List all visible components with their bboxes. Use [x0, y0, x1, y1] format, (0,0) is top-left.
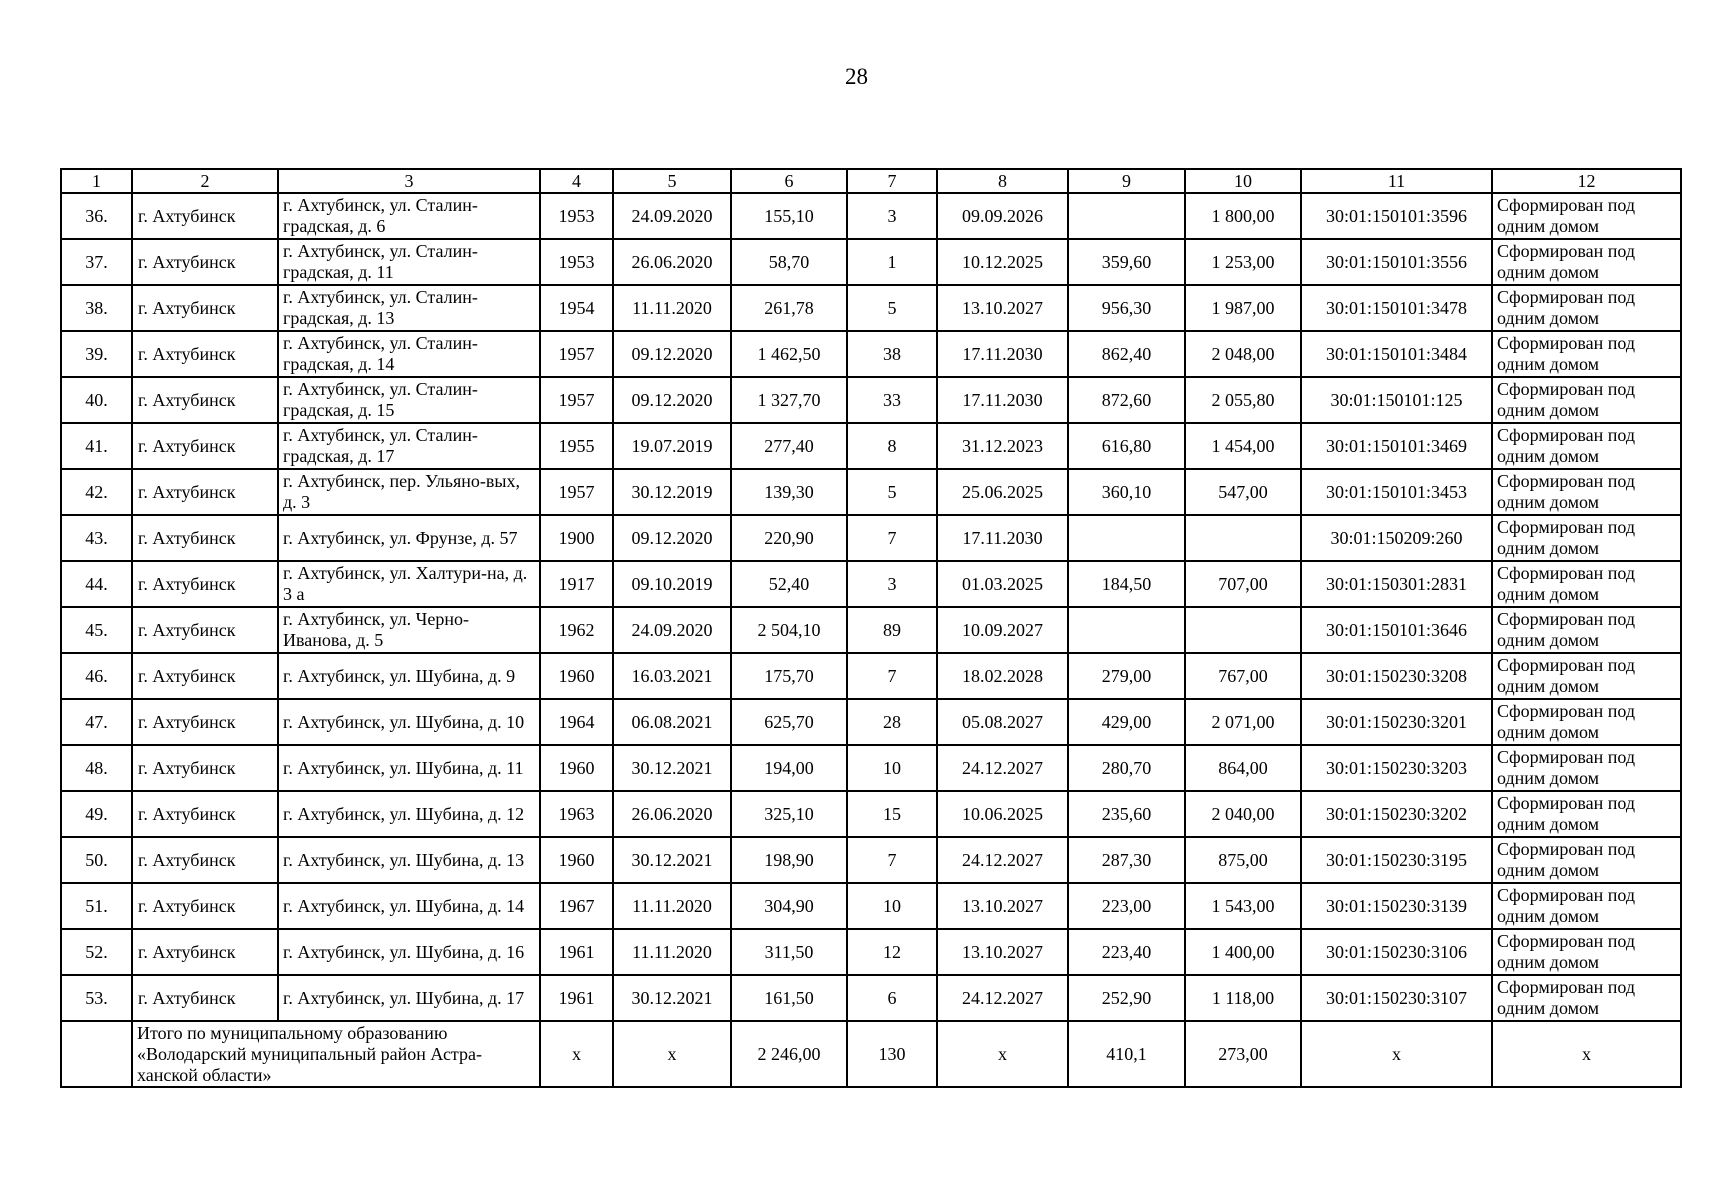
table-row — [61, 561, 1681, 607]
column-9-cell: 184,50 — [1068, 561, 1185, 607]
address-cell: г. Ахтубинск, ул. Шубина, д. 14 — [278, 883, 540, 929]
table-row — [61, 285, 1681, 331]
deadline-cell: 13.10.2027 — [937, 883, 1068, 929]
table-row — [61, 607, 1681, 653]
year-cell: 1957 — [540, 331, 613, 377]
status-cell: Сформирован под одним домом — [1492, 837, 1681, 883]
date-cell: 09.10.2019 — [613, 561, 731, 607]
year-cell: 1954 — [540, 285, 613, 331]
city-cell: г. Ахтубинск — [132, 469, 278, 515]
area-cell: 1 327,70 — [731, 377, 847, 423]
residents-cell: 7 — [847, 515, 937, 561]
address-cell: г. Ахтубинск, ул. Сталин-градская, д. 11 — [278, 239, 540, 285]
residents-cell: 10 — [847, 745, 937, 791]
city-cell: г. Ахтубинск — [132, 653, 278, 699]
cadastral-number-cell: 30:01:150101:3453 — [1301, 469, 1492, 515]
area-cell: 175,70 — [731, 653, 847, 699]
row-number-cell: 47. — [61, 699, 132, 745]
column-number: 3 — [278, 169, 540, 193]
status-cell: Сформирован под одним домом — [1492, 515, 1681, 561]
city-cell: г. Ахтубинск — [132, 285, 278, 331]
status-cell: Сформирован под одним домом — [1492, 239, 1681, 285]
address-cell: г. Ахтубинск, ул. Шубина, д. 16 — [278, 929, 540, 975]
cadastral-number-cell: 30:01:150101:3646 — [1301, 607, 1492, 653]
cadastral-number-cell: 30:01:150230:3195 — [1301, 837, 1492, 883]
area-cell: 58,70 — [731, 239, 847, 285]
table-row — [61, 193, 1681, 239]
date-cell: 24.09.2020 — [613, 607, 731, 653]
column-10-cell: 547,00 — [1185, 469, 1301, 515]
deadline-cell: 17.11.2030 — [937, 377, 1068, 423]
deadline-cell: 17.11.2030 — [937, 331, 1068, 377]
residents-cell: 5 — [847, 469, 937, 515]
table-row — [61, 653, 1681, 699]
status-cell: Сформирован под одним домом — [1492, 975, 1681, 1021]
row-number-cell: 37. — [61, 239, 132, 285]
table-row — [61, 515, 1681, 561]
cadastral-number-cell: 30:01:150230:3208 — [1301, 653, 1492, 699]
residents-cell: 89 — [847, 607, 937, 653]
cadastral-number-cell: 30:01:150230:3202 — [1301, 791, 1492, 837]
area-cell: 220,90 — [731, 515, 847, 561]
year-cell: 1957 — [540, 377, 613, 423]
city-cell: г. Ахтубинск — [132, 883, 278, 929]
year-cell: 1962 — [540, 607, 613, 653]
year-cell: 1961 — [540, 975, 613, 1021]
date-cell: 26.06.2020 — [613, 791, 731, 837]
total-cell-c7: 130 — [847, 1021, 937, 1087]
date-cell: 11.11.2020 — [613, 929, 731, 975]
deadline-cell: 10.06.2025 — [937, 791, 1068, 837]
address-cell: г. Ахтубинск, ул. Шубина, д. 11 — [278, 745, 540, 791]
column-9-cell: 279,00 — [1068, 653, 1185, 699]
status-cell: Сформирован под одним домом — [1492, 469, 1681, 515]
table-row — [61, 699, 1681, 745]
column-10-cell: 2 055,80 — [1185, 377, 1301, 423]
deadline-cell: 18.02.2028 — [937, 653, 1068, 699]
city-cell: г. Ахтубинск — [132, 193, 278, 239]
row-number-cell: 45. — [61, 607, 132, 653]
date-cell: 30.12.2019 — [613, 469, 731, 515]
table-row — [61, 883, 1681, 929]
city-cell: г. Ахтубинск — [132, 607, 278, 653]
total-cell-c8: х — [937, 1021, 1068, 1087]
column-10-cell — [1185, 515, 1301, 561]
residents-cell: 3 — [847, 561, 937, 607]
residents-cell: 6 — [847, 975, 937, 1021]
column-10-cell: 2 048,00 — [1185, 331, 1301, 377]
row-number-cell: 41. — [61, 423, 132, 469]
table-row — [61, 791, 1681, 837]
city-cell: г. Ахтубинск — [132, 331, 278, 377]
row-number-cell: 51. — [61, 883, 132, 929]
year-cell: 1963 — [540, 791, 613, 837]
column-9-cell: 235,60 — [1068, 791, 1185, 837]
column-10-cell: 767,00 — [1185, 653, 1301, 699]
deadline-cell: 13.10.2027 — [937, 285, 1068, 331]
year-cell: 1953 — [540, 193, 613, 239]
year-cell: 1967 — [540, 883, 613, 929]
residents-cell: 15 — [847, 791, 937, 837]
column-10-cell: 2 040,00 — [1185, 791, 1301, 837]
cadastral-number-cell: 30:01:150301:2831 — [1301, 561, 1492, 607]
area-cell: 194,00 — [731, 745, 847, 791]
total-cell-c9: 410,1 — [1068, 1021, 1185, 1087]
row-number-cell: 49. — [61, 791, 132, 837]
table-row — [61, 377, 1681, 423]
total-row — [61, 1021, 1681, 1087]
address-cell: г. Ахтубинск, ул. Шубина, д. 9 — [278, 653, 540, 699]
total-cell-c5: х — [613, 1021, 731, 1087]
area-cell: 311,50 — [731, 929, 847, 975]
residents-cell: 8 — [847, 423, 937, 469]
deadline-cell: 10.09.2027 — [937, 607, 1068, 653]
address-cell: г. Ахтубинск, ул. Фрунзе, д. 57 — [278, 515, 540, 561]
year-cell: 1960 — [540, 837, 613, 883]
city-cell: г. Ахтубинск — [132, 423, 278, 469]
date-cell: 30.12.2021 — [613, 837, 731, 883]
date-cell: 11.11.2020 — [613, 883, 731, 929]
address-cell: г. Ахтубинск, ул. Сталин-градская, д. 14 — [278, 331, 540, 377]
column-10-cell: 1 800,00 — [1185, 193, 1301, 239]
status-cell: Сформирован под одним домом — [1492, 791, 1681, 837]
status-cell: Сформирован под одним домом — [1492, 285, 1681, 331]
deadline-cell: 09.09.2026 — [937, 193, 1068, 239]
year-cell: 1900 — [540, 515, 613, 561]
address-cell: г. Ахтубинск, ул. Сталин-градская, д. 15 — [278, 377, 540, 423]
column-9-cell: 360,10 — [1068, 469, 1185, 515]
residents-cell: 7 — [847, 837, 937, 883]
table-row — [61, 837, 1681, 883]
column-number-row — [61, 169, 1681, 193]
column-number: 11 — [1301, 169, 1492, 193]
date-cell: 30.12.2021 — [613, 745, 731, 791]
city-cell: г. Ахтубинск — [132, 239, 278, 285]
residents-cell: 10 — [847, 883, 937, 929]
residents-cell: 28 — [847, 699, 937, 745]
cadastral-number-cell: 30:01:150230:3139 — [1301, 883, 1492, 929]
column-10-cell: 707,00 — [1185, 561, 1301, 607]
row-number-cell: 50. — [61, 837, 132, 883]
column-9-cell: 956,30 — [1068, 285, 1185, 331]
deadline-cell: 31.12.2023 — [937, 423, 1068, 469]
column-9-cell — [1068, 515, 1185, 561]
date-cell: 24.09.2020 — [613, 193, 731, 239]
cadastral-number-cell: 30:01:150230:3201 — [1301, 699, 1492, 745]
column-number: 4 — [540, 169, 613, 193]
column-number: 1 — [61, 169, 132, 193]
deadline-cell: 24.12.2027 — [937, 745, 1068, 791]
housing-register-table — [60, 168, 1682, 1088]
residents-cell: 33 — [847, 377, 937, 423]
date-cell: 06.08.2021 — [613, 699, 731, 745]
cadastral-number-cell: 30:01:150101:3596 — [1301, 193, 1492, 239]
area-cell: 2 504,10 — [731, 607, 847, 653]
date-cell: 09.12.2020 — [613, 377, 731, 423]
deadline-cell: 24.12.2027 — [937, 975, 1068, 1021]
city-cell: г. Ахтубинск — [132, 377, 278, 423]
column-number: 9 — [1068, 169, 1185, 193]
address-cell: г. Ахтубинск, ул. Черно-Иванова, д. 5 — [278, 607, 540, 653]
status-cell: Сформирован под одним домом — [1492, 607, 1681, 653]
table-row — [61, 331, 1681, 377]
column-9-cell: 429,00 — [1068, 699, 1185, 745]
address-cell: г. Ахтубинск, ул. Халтури-на, д. 3 а — [278, 561, 540, 607]
city-cell: г. Ахтубинск — [132, 745, 278, 791]
total-cell-c11: х — [1301, 1021, 1492, 1087]
column-9-cell: 280,70 — [1068, 745, 1185, 791]
year-cell: 1960 — [540, 745, 613, 791]
column-10-cell: 1 987,00 — [1185, 285, 1301, 331]
row-number-cell: 39. — [61, 331, 132, 377]
status-cell: Сформирован под одним домом — [1492, 745, 1681, 791]
cadastral-number-cell: 30:01:150101:3484 — [1301, 331, 1492, 377]
date-cell: 30.12.2021 — [613, 975, 731, 1021]
status-cell: Сформирован под одним домом — [1492, 561, 1681, 607]
table-row — [61, 929, 1681, 975]
cadastral-number-cell: 30:01:150101:3478 — [1301, 285, 1492, 331]
status-cell: Сформирован под одним домом — [1492, 699, 1681, 745]
status-cell: Сформирован под одним домом — [1492, 377, 1681, 423]
area-cell: 139,30 — [731, 469, 847, 515]
total-cell-c4: х — [540, 1021, 613, 1087]
table-row — [61, 745, 1681, 791]
area-cell: 304,90 — [731, 883, 847, 929]
residents-cell: 7 — [847, 653, 937, 699]
cadastral-number-cell: 30:01:150230:3203 — [1301, 745, 1492, 791]
column-9-cell: 287,30 — [1068, 837, 1185, 883]
deadline-cell: 24.12.2027 — [937, 837, 1068, 883]
date-cell: 09.12.2020 — [613, 515, 731, 561]
column-10-cell: 1 118,00 — [1185, 975, 1301, 1021]
status-cell: Сформирован под одним домом — [1492, 331, 1681, 377]
column-10-cell: 2 071,00 — [1185, 699, 1301, 745]
year-cell: 1917 — [540, 561, 613, 607]
column-9-cell — [1068, 193, 1185, 239]
column-10-cell: 864,00 — [1185, 745, 1301, 791]
status-cell: Сформирован под одним домом — [1492, 883, 1681, 929]
address-cell: г. Ахтубинск, ул. Шубина, д. 17 — [278, 975, 540, 1021]
column-10-cell: 1 454,00 — [1185, 423, 1301, 469]
row-number-cell: 42. — [61, 469, 132, 515]
year-cell: 1961 — [540, 929, 613, 975]
address-cell: г. Ахтубинск, ул. Шубина, д. 12 — [278, 791, 540, 837]
address-cell: г. Ахтубинск, ул. Шубина, д. 10 — [278, 699, 540, 745]
row-number-cell: 46. — [61, 653, 132, 699]
residents-cell: 5 — [847, 285, 937, 331]
row-number-cell: 43. — [61, 515, 132, 561]
status-cell: Сформирован под одним домом — [1492, 929, 1681, 975]
column-number: 6 — [731, 169, 847, 193]
column-9-cell — [1068, 607, 1185, 653]
total-cell-c12: х — [1492, 1021, 1681, 1087]
deadline-cell: 17.11.2030 — [937, 515, 1068, 561]
page-number: 28 — [845, 64, 868, 89]
year-cell: 1957 — [540, 469, 613, 515]
address-cell: г. Ахтубинск, ул. Сталин-градская, д. 17 — [278, 423, 540, 469]
year-cell: 1960 — [540, 653, 613, 699]
year-cell: 1953 — [540, 239, 613, 285]
deadline-cell: 10.12.2025 — [937, 239, 1068, 285]
status-cell: Сформирован под одним домом — [1492, 423, 1681, 469]
residents-cell: 1 — [847, 239, 937, 285]
residents-cell: 3 — [847, 193, 937, 239]
column-9-cell: 252,90 — [1068, 975, 1185, 1021]
column-9-cell: 862,40 — [1068, 331, 1185, 377]
column-9-cell: 872,60 — [1068, 377, 1185, 423]
table-row — [61, 469, 1681, 515]
cadastral-number-cell: 30:01:150230:3106 — [1301, 929, 1492, 975]
row-number-cell: 53. — [61, 975, 132, 1021]
year-cell: 1955 — [540, 423, 613, 469]
area-cell: 155,10 — [731, 193, 847, 239]
cadastral-number-cell: 30:01:150209:260 — [1301, 515, 1492, 561]
row-number-cell: 52. — [61, 929, 132, 975]
column-10-cell: 875,00 — [1185, 837, 1301, 883]
date-cell: 19.07.2019 — [613, 423, 731, 469]
column-10-cell: 1 543,00 — [1185, 883, 1301, 929]
area-cell: 1 462,50 — [731, 331, 847, 377]
date-cell: 11.11.2020 — [613, 285, 731, 331]
column-number: 5 — [613, 169, 731, 193]
table-row — [61, 975, 1681, 1021]
column-number: 2 — [132, 169, 278, 193]
total-cell-c6: 2 246,00 — [731, 1021, 847, 1087]
column-number: 8 — [937, 169, 1068, 193]
date-cell: 26.06.2020 — [613, 239, 731, 285]
column-10-cell: 1 253,00 — [1185, 239, 1301, 285]
status-cell: Сформирован под одним домом — [1492, 193, 1681, 239]
row-number-cell: 38. — [61, 285, 132, 331]
total-empty-cell — [61, 1021, 132, 1087]
cadastral-number-cell: 30:01:150101:125 — [1301, 377, 1492, 423]
city-cell: г. Ахтубинск — [132, 561, 278, 607]
year-cell: 1964 — [540, 699, 613, 745]
area-cell: 625,70 — [731, 699, 847, 745]
column-number: 12 — [1492, 169, 1681, 193]
residents-cell: 12 — [847, 929, 937, 975]
area-cell: 261,78 — [731, 285, 847, 331]
column-9-cell: 359,60 — [1068, 239, 1185, 285]
deadline-cell: 25.06.2025 — [937, 469, 1068, 515]
total-label: Итого по муниципальному образованию «Володарский муниципальный район Астра-ханской области» — [132, 1021, 540, 1087]
city-cell: г. Ахтубинск — [132, 837, 278, 883]
address-cell: г. Ахтубинск, ул. Шубина, д. 13 — [278, 837, 540, 883]
residents-cell: 38 — [847, 331, 937, 377]
table-row — [61, 239, 1681, 285]
row-number-cell: 36. — [61, 193, 132, 239]
cadastral-number-cell: 30:01:150101:3556 — [1301, 239, 1492, 285]
column-9-cell: 616,80 — [1068, 423, 1185, 469]
row-number-cell: 40. — [61, 377, 132, 423]
column-9-cell: 223,00 — [1068, 883, 1185, 929]
column-number: 10 — [1185, 169, 1301, 193]
deadline-cell: 13.10.2027 — [937, 929, 1068, 975]
address-cell: г. Ахтубинск, пер. Ульяно-вых, д. 3 — [278, 469, 540, 515]
column-9-cell: 223,40 — [1068, 929, 1185, 975]
city-cell: г. Ахтубинск — [132, 515, 278, 561]
deadline-cell: 05.08.2027 — [937, 699, 1068, 745]
column-10-cell: 1 400,00 — [1185, 929, 1301, 975]
date-cell: 16.03.2021 — [613, 653, 731, 699]
area-cell: 161,50 — [731, 975, 847, 1021]
city-cell: г. Ахтубинск — [132, 975, 278, 1021]
total-cell-c10: 273,00 — [1185, 1021, 1301, 1087]
area-cell: 198,90 — [731, 837, 847, 883]
area-cell: 277,40 — [731, 423, 847, 469]
status-cell: Сформирован под одним домом — [1492, 653, 1681, 699]
city-cell: г. Ахтубинск — [132, 791, 278, 837]
row-number-cell: 48. — [61, 745, 132, 791]
column-number: 7 — [847, 169, 937, 193]
column-10-cell — [1185, 607, 1301, 653]
deadline-cell: 01.03.2025 — [937, 561, 1068, 607]
address-cell: г. Ахтубинск, ул. Сталин-градская, д. 6 — [278, 193, 540, 239]
address-cell: г. Ахтубинск, ул. Сталин-градская, д. 13 — [278, 285, 540, 331]
city-cell: г. Ахтубинск — [132, 699, 278, 745]
table-row — [61, 423, 1681, 469]
cadastral-number-cell: 30:01:150230:3107 — [1301, 975, 1492, 1021]
row-number-cell: 44. — [61, 561, 132, 607]
cadastral-number-cell: 30:01:150101:3469 — [1301, 423, 1492, 469]
area-cell: 52,40 — [731, 561, 847, 607]
area-cell: 325,10 — [731, 791, 847, 837]
city-cell: г. Ахтубинск — [132, 929, 278, 975]
date-cell: 09.12.2020 — [613, 331, 731, 377]
